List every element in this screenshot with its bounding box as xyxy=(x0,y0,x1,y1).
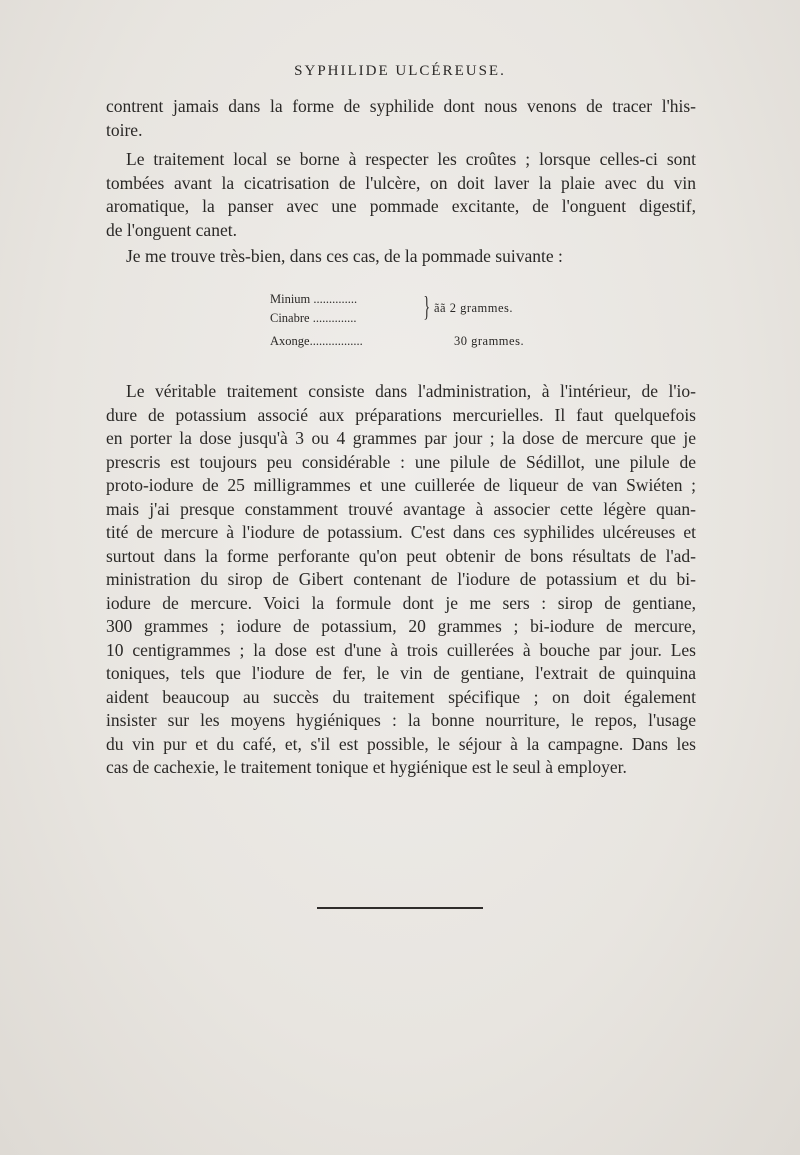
text-line: insister sur les moyens hygiéniques : la bonne nourriture, le repos, l'usage xyxy=(106,710,696,730)
text-line: iodure de mercure. Voici la formule dont je me sers : sirop de gentiane, xyxy=(106,592,696,613)
text-line: 10 centigrammes ; la dose est d'une à trois cuillerées à bouche par jour. Les xyxy=(106,639,696,660)
formula-row-axonge xyxy=(270,332,540,351)
paragraph-treatment xyxy=(106,380,696,780)
text-line: surtout dans la forme perforante qu'on peut obtenir de bons résultats de l'ad- xyxy=(106,545,696,566)
text-line: aident beaucoup au succès du traitement spécifique ; on doit également xyxy=(106,686,696,707)
formula-amount: 30 grammes. xyxy=(454,334,525,348)
text-line: Je me trouve très-bien, dans ces cas, de la pommade suivante : xyxy=(126,246,563,266)
paragraph-pommade-intro xyxy=(106,245,696,269)
text-line: prescris est toujours peu considérable : une pilule de Sédillot, une pilule de xyxy=(106,451,696,472)
text-line: aromatique, la panser avec une pommade excitante, de l'onguent digestif, xyxy=(106,196,696,216)
text-line: contrent jamais dans la forme de syphilide dont nous venons de tracer l'his- xyxy=(106,96,696,116)
formula-shared-amount: ãã 2 grammes. xyxy=(434,301,514,315)
formula-ingredient: Axonge................. xyxy=(270,334,363,348)
text-line: toniques, tels que l'iodure de fer, le vin de gentiane, l'extrait de quinquina xyxy=(106,663,696,683)
text-line: Le traitement local se borne à respecter les croûtes ; lorsque celles-ci sont xyxy=(126,149,696,169)
text-line: tité de mercure à l'iodure de potassium. C'est dans ces syphilides ulcéreuses et xyxy=(106,522,696,542)
text-line: cas de cachexie, le traitement tonique et hygiénique est le seul à employer. xyxy=(106,757,627,777)
text-line: de l'onguent canet. xyxy=(106,219,237,240)
text-line: en porter la dose jusqu'à 3 ou 4 grammes par jour ; la dose de mercure que je xyxy=(106,428,696,448)
text-line: mais j'ai presque constamment trouvé avantage à associer cette légère quan- xyxy=(106,498,696,519)
text-line: proto-iodure de 25 milligrammes et une cuillerée de liqueur de van Swiéten ; xyxy=(106,475,696,495)
text-line: dure de potassium associé aux préparations mercurielles. Il faut quelquefois xyxy=(106,404,696,425)
text-line: toire. xyxy=(106,119,143,140)
text-line: du vin pur et du café, et, s'il est possible, le séjour à la campagne. Dans les xyxy=(106,733,696,754)
formula-ingredient: Minium .............. xyxy=(270,292,358,306)
text-line: tombées avant la cicatrisation de l'ulcère, on doit laver la plaie avec du vin xyxy=(106,172,696,193)
prescription-formula xyxy=(270,290,540,351)
closing-rule xyxy=(317,907,483,909)
text-line: Le véritable traitement consiste dans l'administration, à l'intérieur, de l'io- xyxy=(126,381,696,401)
text-line: ministration du sirop de Gibert contenant de l'iodure de potassium et du bi- xyxy=(106,569,696,589)
running-title: SYPHILIDE ULCÉREUSE. xyxy=(294,63,506,79)
text-line: 300 grammes ; iodure de potassium, 20 grammes ; bi-iodure de mercure, xyxy=(106,616,696,636)
paragraph-continuation xyxy=(106,95,696,142)
formula-ingredient: Cinabre .............. xyxy=(270,311,357,325)
paragraph-local-treatment xyxy=(106,148,696,242)
formula-brace: } xyxy=(423,292,431,323)
